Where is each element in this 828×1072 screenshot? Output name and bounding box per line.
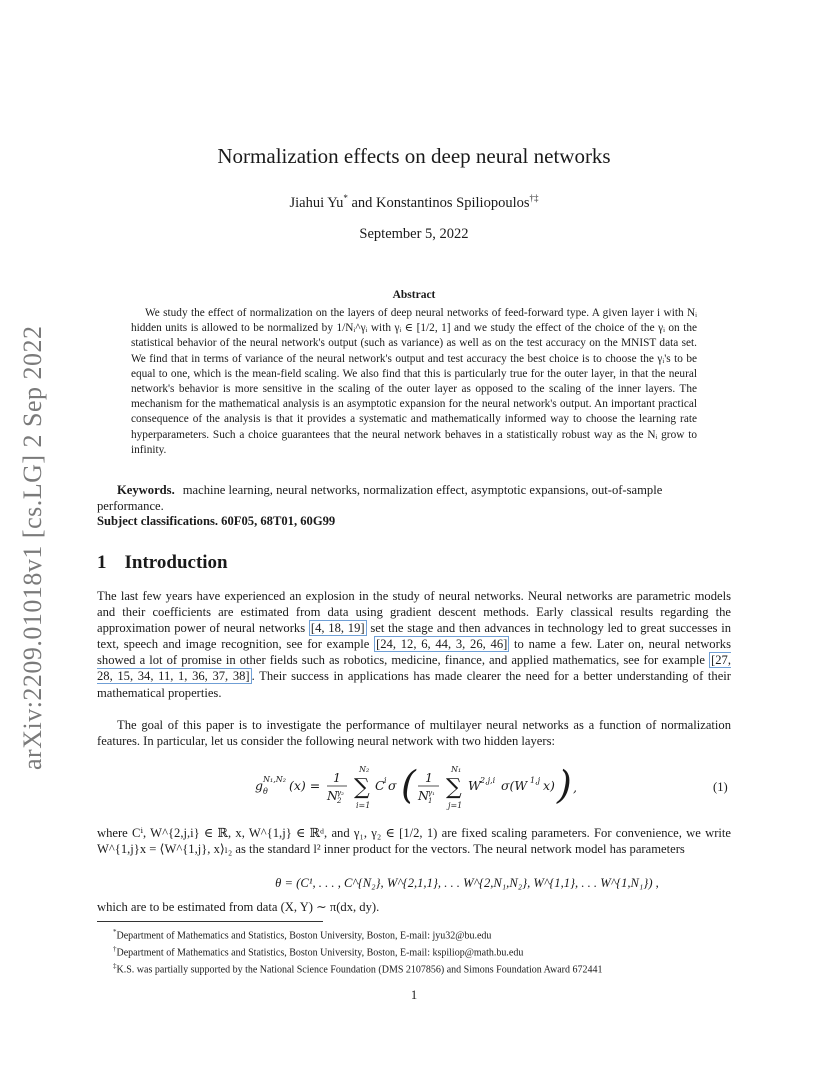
svg-text:i: i bbox=[384, 776, 387, 785]
footnote-divider bbox=[97, 921, 323, 922]
footnote-text: Department of Mathematics and Statistics, Boston University, Boston, E-mail: jyu32@bu.edu bbox=[116, 930, 492, 942]
intro-paragraph-3: where Cⁱ, W^{2,j,i} ∈ ℝ, x, W^{1,j} ∈ ℝᵈ, and γ₁, γ₂ ∈ [1/2, 1) are fixed scaling parameters. For convenience, we write W^{1,j}x = ⟨W^{1,j}, x⟩ₗ₂ as the standard l² inner product for the vectors. The neural network model has parameters bbox=[97, 826, 731, 857]
arxiv-identifier-stamp: arXiv:2209.01018v1 [cs.LG] 2 Sep 2022 bbox=[18, 325, 47, 770]
svg-text:N₂: N₂ bbox=[359, 765, 370, 774]
footnote bbox=[113, 960, 733, 977]
svg-text:θ: θ bbox=[263, 787, 268, 796]
svg-text:σ: σ bbox=[388, 778, 397, 793]
paper-date: September 5, 2022 bbox=[359, 226, 469, 242]
svg-text:2,j,i: 2,j,i bbox=[480, 776, 496, 785]
footnote-mark: ‡ bbox=[113, 962, 117, 971]
author-name: Konstantinos Spiliopoulos bbox=[376, 194, 530, 211]
author-line bbox=[97, 193, 731, 212]
svg-text:x): x) bbox=[543, 778, 555, 793]
svg-text:): ) bbox=[557, 763, 572, 807]
page-number: 1 bbox=[410, 988, 418, 1002]
citation-link[interactable]: [27, 28, 15, 34, 11, 1, 36, 37, 38] bbox=[97, 653, 731, 684]
svg-text:γ₁: γ₁ bbox=[428, 789, 435, 797]
keywords-label: Keywords. bbox=[117, 483, 175, 497]
abstract-text: We study the effect of normalization on the layers of deep neural networks of feed-forward type. A given layer i with Nᵢ hidden units is allowed to be normalized by 1/Nᵢ^γᵢ with γᵢ ∈ [1/2, 1] and we study the effect of the choice of the γᵢ on the statistical behavior of the neural network's output (such as variance) as well as on the test accuracy on the MNIST data set. We find that in terms of variance of the neural network's output and test accuracy the best choice is to choose the γᵢ's to be equal to one, which is the mean-field scaling. We also find that this is particularly true for the outer layer, in that the neural network's behavior is more sensitive in the scaling of the outer layer as opposed to the scaling of the inner layers. The mechanism for the mathematical analysis is an asymptotic expansion for the neural network's output. An important practical consequence of the analysis is that it provides a systematic and mathematically informed way to choose the learning rate hyperparameters. Such a choice guarantees that the neural network behaves in a statistically robust way as the Nᵢ grow to infinity. bbox=[131, 307, 697, 456]
footnote-text: K.S. was partially supported by the National Science Foundation (DMS 2107856) and Simons Foundation Award 672441 bbox=[116, 964, 603, 976]
svg-text:σ(W: σ(W bbox=[501, 778, 528, 793]
svg-text:N₁: N₁ bbox=[451, 765, 462, 774]
svg-text:C: C bbox=[375, 778, 385, 793]
svg-text:W: W bbox=[468, 778, 481, 793]
equation-number: (1) bbox=[713, 780, 728, 794]
svg-text:1: 1 bbox=[428, 797, 433, 805]
footnote bbox=[113, 926, 733, 943]
footnote bbox=[113, 943, 733, 960]
svg-text:∑: ∑ bbox=[354, 775, 370, 800]
abstract-heading: Abstract bbox=[392, 289, 436, 301]
footnote-mark: † bbox=[113, 945, 117, 954]
footnote-mark: * bbox=[113, 928, 117, 936]
author-footnote-mark: * bbox=[343, 193, 348, 203]
section-heading bbox=[97, 552, 228, 574]
paper-title: Normalization effects on deep neural networks bbox=[217, 144, 611, 168]
svg-text:∑: ∑ bbox=[446, 775, 462, 800]
section-title: Introduction bbox=[124, 552, 228, 573]
svg-text:2: 2 bbox=[337, 797, 342, 805]
section-number: 1 bbox=[97, 552, 107, 573]
subject-classifications: Subject classifications. 60F05, 68T01, 60G99 bbox=[97, 514, 336, 528]
svg-text:(: ( bbox=[401, 763, 416, 807]
keywords-text: machine learning, neural networks, normalization effect, asymptotic expansions, out-of-sample performance. bbox=[97, 483, 663, 513]
equation-1 bbox=[255, 758, 655, 818]
footnotes bbox=[113, 926, 733, 977]
author-footnote-mark: †‡ bbox=[529, 193, 539, 203]
svg-text:N₁,N₂: N₁,N₂ bbox=[263, 775, 286, 784]
svg-text:j=1: j=1 bbox=[448, 801, 463, 810]
svg-text:γ₂: γ₂ bbox=[337, 789, 344, 797]
svg-text:N: N bbox=[418, 788, 429, 803]
citation-link[interactable]: [24, 12, 6, 44, 3, 26, 46] bbox=[376, 637, 508, 652]
paragraph-text: The last few years have experienced an explosion in the study of neural networks. Neural networks are parametric models and their coefficients are estimated from data using gradient descent methods. Early classical results regarding the approximation power of neural networks bbox=[97, 589, 731, 636]
paragraph-text: to name a few. Later on, neural networks showed a lot of promise in other fields such as robotics, medicine, finance, and applied mathematics, see for example bbox=[97, 637, 731, 668]
intro-paragraph-4: which are to be estimated from data (X, Y) ∼ π(dx, dy). bbox=[97, 900, 380, 914]
svg-text:1: 1 bbox=[425, 770, 433, 785]
svg-text:1,j: 1,j bbox=[530, 776, 541, 785]
author-name: Jiahui Yu bbox=[289, 194, 344, 211]
paragraph-text: . Their success in applications has made clearer the need for a better understanding of their mathematical properties. bbox=[97, 669, 731, 700]
equation-parameters: θ = (C¹, . . . , C^{N₂}, W^{2,1,1}, . . . W^{2,N₁,N₂}, W^{1,1}, . . . W^{1,N₁}) , bbox=[275, 876, 659, 890]
svg-text:g: g bbox=[255, 778, 264, 793]
intro-paragraph-2: The goal of this paper is to investigate the performance of multilayer neural networks as a function of normalization features. In particular, let us consider the following neural network with two hidden layers: bbox=[97, 718, 731, 749]
author-connector: and bbox=[351, 194, 373, 211]
citation-link[interactable]: [4, 18, 19] bbox=[310, 621, 365, 636]
svg-text:N: N bbox=[327, 788, 338, 803]
keywords-block bbox=[97, 482, 731, 514]
svg-text:1: 1 bbox=[333, 770, 341, 785]
intro-paragraph-1 bbox=[97, 588, 731, 701]
paragraph-text: set the stage and then advances in technology led to great successes in text, speech and image recognition, see for example bbox=[97, 621, 732, 652]
svg-text:,: , bbox=[573, 780, 577, 795]
svg-text:i=1: i=1 bbox=[356, 801, 371, 810]
footnote-text: Department of Mathematics and Statistics, Boston University, Boston, E-mail: kspiliop@math.bu.edu bbox=[116, 947, 524, 959]
svg-text:(x) =: (x) = bbox=[289, 778, 321, 793]
